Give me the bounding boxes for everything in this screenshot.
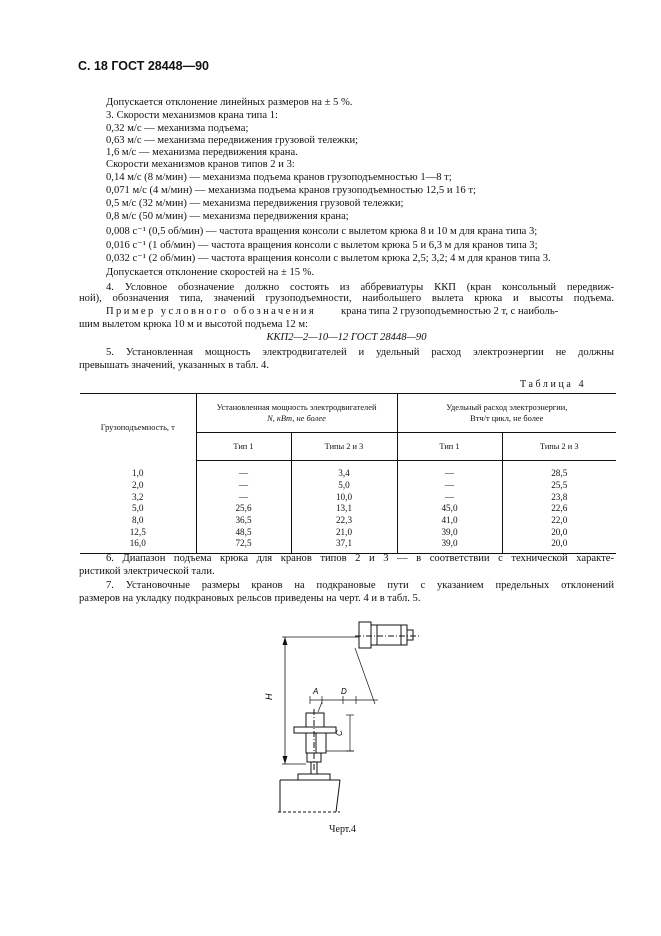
table-row: [80, 503, 616, 515]
text-line: 3. Скорости механизмов крана типа 1:: [106, 110, 278, 121]
bottom-flange: [294, 727, 336, 733]
text-line: 6. Диапазон подъема крюка для кранов типов 2 и 3 — в соответствии с технической характе-: [106, 553, 614, 564]
cell-energy-types23: 23,8: [551, 491, 568, 502]
table-row: [80, 491, 616, 503]
col-group-power-line2: N, кВт, не более: [267, 414, 326, 423]
text-line: превышать значений, указанных в табл. 4.: [79, 360, 269, 371]
text-line: 0,071 м/с (4 м/мин) — механизма подъема кранов грузоподъемностью 12,5 и 16 т;: [106, 185, 476, 196]
dim-label-a: A: [313, 687, 319, 696]
cell-energy-type1: —: [397, 480, 502, 492]
cell-power-types23: 10,0: [291, 491, 397, 503]
dim-label-h: H: [264, 693, 274, 700]
cell-capacity: 1,0: [80, 461, 196, 480]
table-4: [80, 393, 616, 554]
cell-power-type1: —: [196, 480, 291, 492]
text-line: шим вылетом крюка 10 м и высотой подъема 12 м:: [79, 319, 309, 330]
col-header-energy-types23: Типы 2 и 3: [502, 433, 616, 461]
bottom-wheel-block: [306, 713, 324, 727]
table-row: [80, 515, 616, 527]
col-group-power: [196, 394, 397, 433]
cell-capacity: 5,0: [80, 503, 196, 515]
text-line: ной), обозначения типа, значений грузоподъемности, наибольшего вылета крюка и высоты подъема.: [79, 293, 614, 304]
cell-power-types23: 5,0: [291, 480, 397, 492]
cell-power-types23: 22,3: [291, 515, 397, 527]
top-rail-bracket: [359, 622, 371, 648]
col-group-energy: [397, 394, 616, 433]
text-line: Допускается отклонение линейных размеров на ± 5 %.: [106, 97, 353, 108]
col-group-power-line1: Установленная мощность электродвигателей: [216, 403, 377, 412]
figure-caption: Черт.4: [329, 824, 356, 835]
cell-energy-type1: 45,0: [397, 503, 502, 515]
cell-energy-types23: 20,0: [502, 538, 616, 553]
cell-power-type1: 25,6: [196, 503, 291, 515]
cell-power-types23: 3,4: [291, 461, 397, 480]
col-header-power-types23: Типы 2 и 3: [291, 433, 397, 461]
cell-power-types23: 13,1: [291, 503, 397, 515]
text-line: 0,016 с⁻¹ (1 об/мин) — частота вращения консоли с вылетом крюка 5 и 6,3 м для кранов типа 3;: [106, 240, 538, 251]
cell-power-types23: 37,1: [291, 538, 397, 553]
cell-energy-type1: 41,0: [397, 515, 502, 527]
cell-capacity: 3,2: [80, 491, 196, 503]
crane-installation-drawing: [260, 612, 430, 822]
text-line: размеров на укладку подкрановых рельсов приведены на черт. 4 и в табл. 5.: [79, 593, 421, 604]
page-header: С. 18 ГОСТ 28448—90: [78, 59, 209, 73]
text-line: Скорости механизмов кранов типов 2 и 3:: [106, 159, 295, 170]
cell-power-type1: 72,5: [196, 538, 291, 553]
text-line: 7. Установочные размеры кранов на подкрановые пути с указанием предельных отклонений: [106, 580, 614, 591]
cell-energy-type1: —: [397, 491, 502, 503]
text-line: 1,6 м/с — механизма передвижения крана.: [106, 147, 298, 158]
text-line: 0,63 м/с — механизма передвижения грузовой тележки;: [106, 135, 359, 146]
dim-label-d: D: [341, 687, 347, 696]
cell-energy-type1: 39,0: [397, 538, 502, 553]
text-line: 5. Установленная мощность электродвигателей и удельный расход электроэнергии не должны: [106, 347, 614, 358]
col-group-energy-line2: Втч/т цикл, не более: [470, 414, 544, 423]
example-designation: ККП2—2—10—12 ГОСТ 28448—90: [266, 332, 427, 343]
text-line: 0,032 с⁻¹ (2 об/мин) — частота вращения консоли с вылетом крюка 2,5; 3,2; 4 м для кранов типа 3.: [106, 253, 551, 264]
text-line: 0,32 м/с — механизма подъема;: [106, 123, 249, 134]
table-row: [80, 461, 616, 480]
cell-energy-types23: 20,0: [551, 526, 568, 537]
table-caption: Таблица 4: [520, 379, 587, 390]
cell-power-type1: —: [196, 491, 291, 503]
col-header-capacity: Грузоподъемность, т: [80, 394, 196, 461]
text-line: ристикой электрической тали.: [79, 566, 215, 577]
example-label: Пример условного обозначения: [106, 306, 317, 317]
cell-energy-types23: 25,5: [551, 480, 568, 491]
col-header-power-type1: Тип 1: [196, 433, 291, 461]
table-row: [80, 480, 616, 492]
cell-capacity: 12,5: [80, 526, 196, 538]
cell-capacity: 2,0: [80, 480, 196, 492]
cell-energy-type1: 39,0: [397, 526, 502, 538]
cell-energy-types23: 28,5: [551, 468, 568, 479]
dim-label-c: C: [335, 730, 344, 736]
cell-capacity: 8,0: [80, 515, 196, 527]
col-group-energy-line1: Удельный расход электроэнергии,: [446, 403, 568, 412]
cell-energy-types23: 22,6: [551, 503, 568, 514]
col-header-energy-type1: Тип 1: [397, 433, 502, 461]
text-line: 0,14 м/с (8 м/мин) — механизма подъема кранов грузоподъемностью 1—8 т;: [106, 172, 452, 183]
cell-energy-types23: 22,0: [551, 515, 568, 526]
cell-capacity: 16,0: [80, 538, 196, 553]
cell-power-types23: 21,0: [291, 526, 397, 538]
text-line: 4. Условное обозначение должно состоять из аббревиатуры ККП (кран консольный передвиж-: [106, 282, 614, 293]
cell-power-type1: 48,5: [196, 526, 291, 538]
cell-power-type1: —: [196, 461, 291, 480]
text-line: 0,8 м/с (50 м/мин) — механизма передвижения крана;: [106, 211, 349, 222]
text-line: крана типа 2 грузоподъемностью 2 т, с наиболь-: [341, 306, 559, 317]
top-wheel-block: [371, 625, 407, 645]
text-line: 0,008 с⁻¹ (0,5 об/мин) — частота вращения консоли с вылетом крюка 8 и 10 м для крана типа 3;: [106, 226, 538, 237]
table-row: [80, 526, 616, 538]
text-line: Допускается отклонение скоростей на ± 15 %.: [106, 267, 315, 278]
cell-power-type1: 36,5: [196, 515, 291, 527]
cell-energy-type1: —: [397, 461, 502, 480]
text-line: 0,5 м/с (32 м/мин) — механизма передвижения грузовой тележки;: [106, 198, 404, 209]
